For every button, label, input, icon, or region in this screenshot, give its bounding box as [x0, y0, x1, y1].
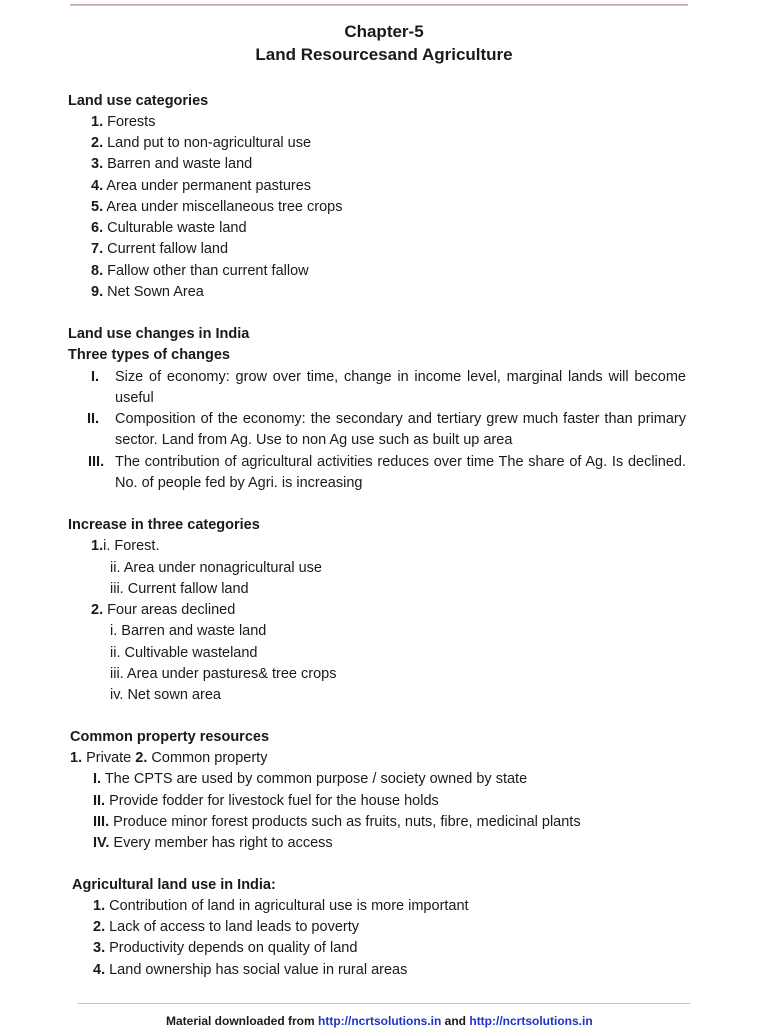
cpr-item: I. The CPTS are used by common purpose / society owned by state	[93, 771, 528, 787]
land-use-item: 9. Net Sown Area	[91, 284, 204, 300]
footer	[166, 1014, 593, 1028]
change-item: I. Size of economy: grow over time, change in income level, marginal lands will become useful	[91, 369, 686, 406]
top-rule	[70, 4, 688, 6]
bottom-rule	[78, 1003, 690, 1004]
agri-item: 2. Lack of access to land leads to poverty	[93, 919, 359, 935]
land-use-item: 5. Area under miscellaneous tree crops	[91, 199, 343, 215]
cpr-types: 1. Private 2. Common property	[70, 750, 268, 766]
change-item: III. The contribution of agricultural activities reduces over time The share of Ag. Is declined. No. of people fed by Agri. is increasing	[88, 454, 686, 491]
increase-heading: Increase in three categories	[68, 517, 260, 533]
cpr-heading: Common property resources	[70, 729, 270, 745]
page-title: Land Resourcesand Agriculture	[255, 45, 513, 64]
land-use-item: 7. Current fallow land	[91, 241, 229, 257]
footer-prefix: Material downloaded from	[166, 1014, 319, 1028]
decline-item: 2. Four areas declined	[91, 602, 236, 618]
chapter-label: Chapter-5	[344, 22, 424, 41]
cpr-item: II. Provide fodder for livestock fuel for the house holds	[93, 793, 439, 809]
agri-heading: Agricultural land use in India:	[72, 877, 276, 893]
cpr-item: IV. Every member has right to access	[93, 835, 333, 851]
decline-subitem: iv. Net sown area	[110, 687, 221, 703]
agri-item: 3. Productivity depends on quality of land	[93, 940, 358, 956]
footer-mid: and	[441, 1014, 470, 1028]
land-use-item: 2. Land put to non-agricultural use	[91, 135, 312, 151]
land-use-heading: Land use categories	[68, 93, 209, 109]
changes-heading: Land use changes in India	[68, 326, 250, 342]
footer-link-1[interactable]: http://ncrtsolutions.in	[318, 1014, 442, 1028]
increase-subitem: ii. Area under nonagricultural use	[110, 560, 322, 576]
cpr-item: III. Produce minor forest products such as fruits, nuts, fibre, medicinal plants	[93, 814, 581, 830]
land-use-item: 1. Forests	[91, 114, 156, 130]
decline-subitem: iii. Area under pastures& tree crops	[110, 666, 337, 682]
agri-item: 1. Contribution of land in agricultural use is more important	[93, 898, 469, 914]
land-use-item: 8. Fallow other than current fallow	[91, 263, 309, 279]
footer-link-2[interactable]: http://ncrtsolutions.in	[469, 1014, 593, 1028]
increase-subitem: iii. Current fallow land	[110, 581, 249, 597]
change-item: II. Composition of the economy: the secondary and tertiary grew much faster than primary sector. Land from Ag. Use to non Ag use such as built up area	[87, 411, 686, 448]
land-use-item: 6. Culturable waste land	[91, 220, 247, 236]
decline-subitem: ii. Cultivable wasteland	[110, 645, 258, 661]
changes-subheading: Three types of changes	[68, 347, 230, 363]
land-use-item: 4. Area under permanent pastures	[91, 178, 312, 194]
decline-subitem: i. Barren and waste land	[110, 623, 267, 639]
agri-item: 4. Land ownership has social value in rural areas	[93, 962, 408, 978]
increase-item: 1.i. Forest.	[91, 538, 160, 554]
land-use-item: 3. Barren and waste land	[91, 156, 253, 172]
